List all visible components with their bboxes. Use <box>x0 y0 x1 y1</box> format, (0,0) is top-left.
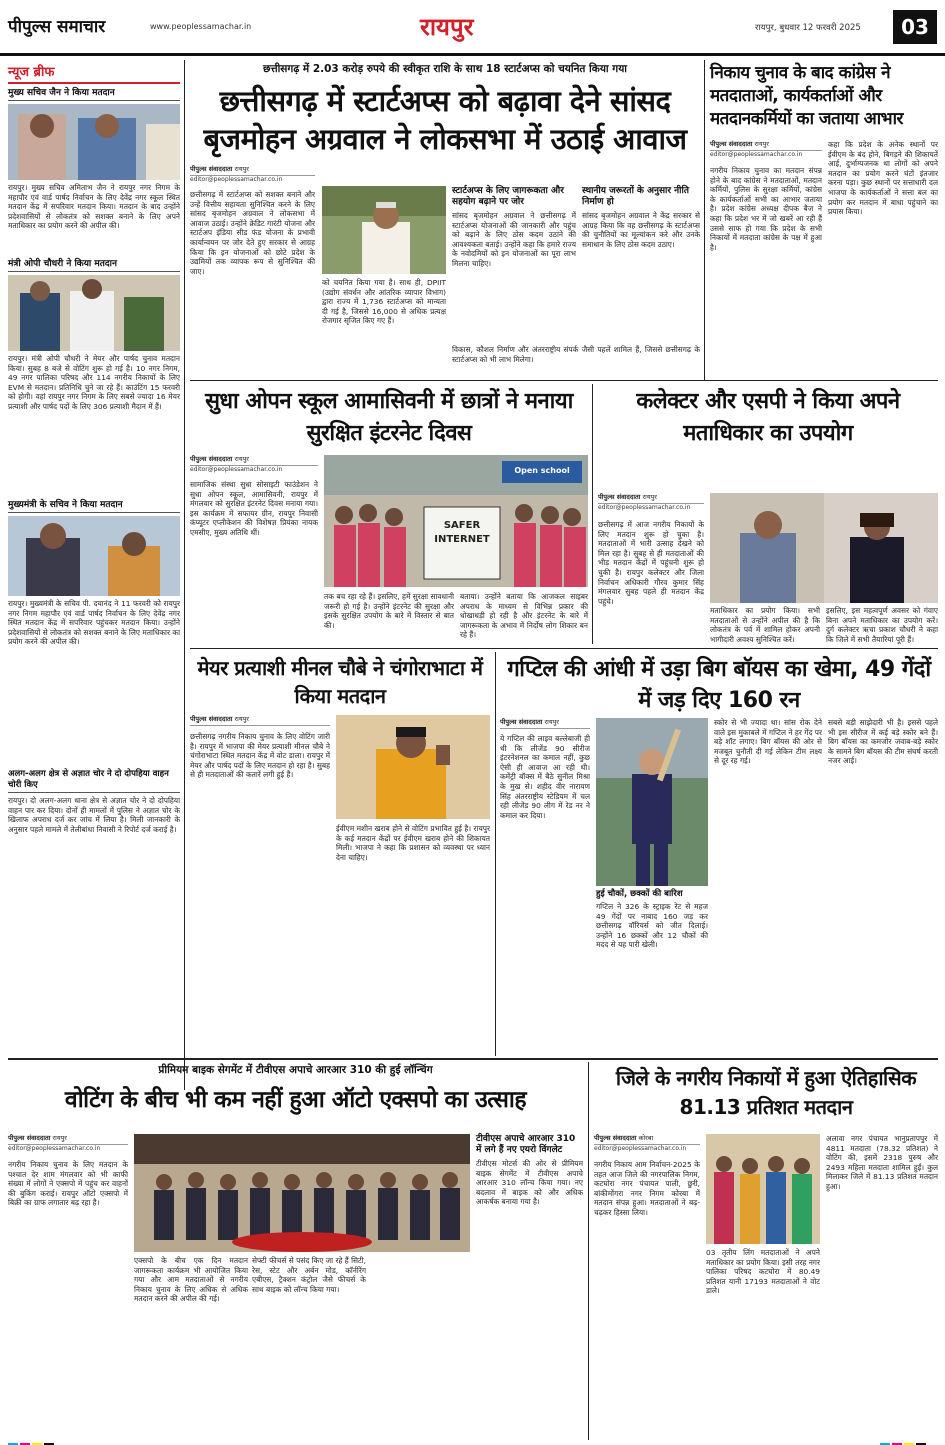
news-brief-column <box>8 62 180 1082</box>
mayor-body: छत्तीसगढ़ नगरीय निकाय चुनाव के लिए वोटिंग जारी है। रायपुर में भाजपा की मेयर प्रत्याशी मीनल चौबे ने चंगोराभाटा स्थित मतदान केंद्र में वोट डाला। रायपुर में मेयर और पार्षद पदों के लिए मतदान हो रहा है। सुबह से ही मतदाताओं की कतारें लगी हुई हैं। <box>190 732 330 780</box>
mayor-body-cont: ईवीएम मशीन खराब होने से वोटिंग प्रभावित हुई है। रायपुर के कई मतदान केंद्रों पर ईवीएम खराब होने की शिकायत मिली। भाजपा ने कहा कि प्रशासन को व्यवस्था पर ध्यान देना चाहिए। <box>336 824 490 862</box>
collector-body: छत्तीसगढ़ में आज नगरीय निकायों के लिए मतदान शुरू हो चुका है। मतदाताओं में भारी उत्साह देखने को मिल रहा है। सुबह से ही मतदाताओं की भीड़ मतदान केंद्रों में पहुंचनी शुरू हो चुकी है। रायपुर कलेक्टर और जिला निर्वाचन अधिकारी गौरव कुमार सिंह मंगलवार सुबह पहले ही मतदान केंद्र पहुंचे। <box>598 520 704 606</box>
mayor-voting-photo <box>336 715 490 819</box>
turnout-body: नगरीय निकाय आम निर्वाचन-2025 के तहत आज जिले की नगरपालिक निगम, कटघोरा नगर पंचायत पाली, छुरी, बांकीमोंगरा नगर निगम कोरबा में मतदान संपन्न हुआ। मतदाताओं ने बढ़-चढ़कर हिस्सा लिया। <box>594 1160 700 1217</box>
column-divider <box>588 1062 589 1440</box>
collector-byline-block: पीपुल्स संवाददाता रायपुर editor@peoplessamachar.co.in <box>598 493 704 511</box>
brief-body: रायपुर। मुख्य सचिव अमिताभ जैन ने रायपुर नगर निगम के महापौर एवं वार्ड पार्षद निर्वाचन के लिए देवेंद्र नगर स्कूल स्थित मतदान केंद्र में सपरिवार मतदान किया। मतदान के बाद उन्होंने प्रदेशवासियों से लोकतंत्र को सशक्त बनाने के लिए अपने मताधिकार का प्रयोग करने की अपील की। <box>8 183 180 231</box>
guptill-byline-block: पीपुल्स संवाददाता रायपुर <box>500 718 590 729</box>
newspaper-logo: पीपुल्स समाचार <box>8 17 106 37</box>
sudha-headline: सुधा ओपन स्कूल आमासिवनी में छात्रों ने मनाया सुरक्षित इंटरनेट दिवस <box>205 389 573 446</box>
congress-byline-block: पीपुल्स संवाददाता रायपुर editor@peoplessamachar.co.in <box>710 140 822 158</box>
brief-title: मुख्यमंत्री के सचिव ने किया मतदान <box>8 496 180 513</box>
startup-subhead-awareness: स्टार्टअप्स के लिए जागरूकता और सहयोग बढ़ाने पर जोर सांसद बृजमोहन अग्रवाल ने छत्तीसगढ़ में स्टार्टअप्स योजनाओं की जानकारी और पहुंच को बढ़ाने के लिए ठोस कदम उठाने की आवश्यकता बताई। उन्होंने कहा कि हमारे राज्य के नवोदमियों को इन योजनाओं का पूरा लाभ मिलना चाहिए। <box>452 186 576 268</box>
startup-headline: छत्तीसगढ़ में स्टार्टअप्स को बढ़ावा देने सांसद बृजमोहन अग्रवाल ने लोकसभा में उठाई आवाज <box>203 84 687 156</box>
section-divider <box>190 648 938 649</box>
byline-author: पीपुल्स संवाददाता <box>190 165 233 173</box>
turnout-byline-block: पीपुल्स संवाददाता कोरबा editor@peoplessamachar.co.in <box>594 1134 700 1152</box>
column-divider <box>592 384 593 644</box>
startup-body-tail: विकास, कौशल निर्माण और अंतरराष्ट्रीय संपर्क जैसी पहलें शामिल हैं, जिससे छत्तीसगढ़ के स्टार्टअप्स को भी लाभ मिलेगा। <box>452 345 700 364</box>
mp-speaking-photo <box>322 186 446 274</box>
brief-title: मुख्य सचिव जैन ने किया मतदान <box>8 84 180 101</box>
startup-body: छत्तीसगढ़ में स्टार्टअप्स को सशक्त बनाने और उन्हें वित्तीय सहायता सुनिश्चित करने के लिए सांसद बृजमोहन अग्रवाल ने लोकसभा में आवाज उठाई। उन्होंने क्रेडिट गारंटी योजना और स्टार्टअप इंडिया सीड फंड योजना के प्रभावी कार्यान्वयन पर जोर देते हुए सरकार से आग्रह किया कि इन योजनाओं को छोटे प्रदेश के उद्यमियों तक व्यापक रूप से सुनिश्चित की जाए। <box>190 190 315 276</box>
students-photo <box>324 455 588 587</box>
collector-sp-photo <box>710 493 938 603</box>
brief-body: रायपुर। मंत्री ओपी चौधरी ने मेयर और पार्षद चुनाव मतदान किया। सुबह 8 बजे से वोटिंग शुरू हो गई है। 10 नगर निगम, 49 नगर पालिका परिषद और 114 नगरीय निकायों के लिए EVM से मतदान। प्रतिनिधि चुने जा रहे हैं। काउंटिंग 15 फरवरी को होगी। वहां रायपुर नगर निगम के लिए सबसे ज्यादा 16 मेयर प्रत्याशी और पार्षद पदों के लिए 306 प्रत्याशी मैदान में हैं। <box>8 354 180 411</box>
safer-internet-sign: SAFER INTERNET <box>434 520 490 545</box>
sudha-body-cont: तक बच रहा रहे हैं। इसलिए, हमें सुरक्षा सावधानी जरूरी हो गई है। उन्होंने इंटरनेट की सुरक्षा और इसके सुरक्षित उपयोग के बारे में विस्तार से बात की। <box>324 592 454 630</box>
open-school-banner: Open school <box>514 466 570 475</box>
turnout-headline: जिले के नगरीय निकायों में हुआ ऐतिहासिक 81.13 प्रतिशत मतदान <box>615 1066 917 1119</box>
bike-headline: वोटिंग के बीच भी कम नहीं हुआ ऑटो एक्सपो का उत्साह <box>64 1087 527 1113</box>
brief-photo <box>8 104 180 180</box>
sudha-body: सामाजिक संस्था सुधा सोसाइटी फाउंडेशन ने सुधा ओपन स्कूल, आमासिवनी, रायपुर में मंगलवार को सुरक्षित इंटरनेट दिवस मनाया गया। इस कार्यक्रम में सफायर ग्रीन, रायपुर निवासी कंप्यूटर एप्लीकेशन की विशेषज्ञ प्रियंका नायक एमसीए, मुख्य अतिथि थीं। <box>190 480 318 537</box>
congress-body-cont: कहा कि प्रदेश के अनेक स्थानों पर ईवीएम के बंद होने, बिगड़ने की शिकायतें आई, दुर्भाग्यजनक था लोगों को अपने मतदान का प्रयोग करने घंटों इंतजार करना पड़ा। कुछ स्थानों पर सत्ताधारी दल भाजपा के कार्यकर्ताओं ने सत्ता बल का प्रयोग कर मतदान में बाधा पहुंचाने का प्रयास किया। <box>828 140 938 217</box>
startup-byline-block <box>190 165 315 183</box>
collector-body-cont: मताधिकार का प्रयोग किया। सभी मतदाताओं से उन्होंने अपील की है कि लोकतंत्र के पर्व में शामिल होकर अपनी भागीदारी अवश्य सुनिश्चित करें। <box>710 606 820 644</box>
brief-photo <box>8 275 180 351</box>
startup-subhead-policy: स्थानीय जरूरतों के अनुसार नीति निर्माण हो सांसद बृजमोहन अग्रवाल ने केंद्र सरकार से आग्रह किया कि वह छत्तीसगढ़ के स्टार्टअप्स की चुनौतियों का मूल्यांकन करे और उनके समाधान के लिए ठोस कदम उठाए। <box>582 186 700 249</box>
printer-color-bar <box>8 1438 56 1445</box>
issue-date: रायपुर, बुधवार 12 फरवरी 2025 <box>755 23 861 33</box>
congress-headline: निकाय चुनाव के बाद कांग्रेस ने मतदाताओं, कार्यकर्ताओं और मतदानकर्मियों का जताया आभार <box>710 63 903 129</box>
byline-email[interactable]: editor@peoplessamachar.co.in <box>594 1145 687 1152</box>
startup-body-cont: को चयनित किया गया है। साथ ही, DPIIT (उद्योग संवर्धन और आंतरिक व्यापार विभाग) द्वारा राज्य में 1,736 स्टार्टअप्स को मान्यता दी गई है, जिससे 16,000 से अधिक प्रत्यक्ष रोजगार सृजित किए गए हैं। <box>322 278 446 326</box>
masthead <box>0 0 945 56</box>
sudha-byline-block: पीपुल्स संवाददाता रायपुर editor@peoplessamachar.co.in <box>190 455 318 473</box>
city-section-title: रायपुर <box>420 13 474 41</box>
section-divider <box>8 1058 938 1060</box>
guptill-body-tail: सबसे बड़ी साझेदारी भी है। इससे पहले भी इस सीरीज में कई बड़े स्कोर बने हैं। बिग बॉयस का कमजोर जवाब-बड़े स्कोर के सामने बिग बॉयस की टीम संघर्ष करती नजर आई। <box>828 718 938 766</box>
brief-photo <box>8 516 180 596</box>
guptill-batting-photo <box>596 718 708 886</box>
guptill-body: ये गप्टिल की लाइव बल्लेबाजी ही थी कि लीजेंड 90 सीरीज इंटरनेशनल का कमाल नहीं, कुछ ऐसी ही आवाज आ रही थी। कमेंट्री बॉक्स में बैठे सुनील मिश्रा के मुख से। शहीद वीर नारायण सिंह अंतरराष्ट्रीय स्टेडियम में चल रही लीजेंड 90 लीग में रेड नर ने कमाल कर दिया। <box>500 734 590 820</box>
guptill-headline: गप्टिल की आंधी में उड़ा बिग बॉयस का खेमा, 49 गेंदों में जड़ दिए 160 रन <box>507 657 931 713</box>
bike-body-cont: एक्सपो के बीच एक दिन मतदान जागरूकता कार्यक्रम भी आयोजित किया गया और आम मतदाताओं से नगरीय निकाय चुनाव के लिए अधिक से अधिक मतदान करने की अपील की गई। <box>134 1256 248 1304</box>
byline-email[interactable]: editor@peoplessamachar.co.in <box>190 176 283 183</box>
collector-headline: कलेक्टर और एसपी ने किया अपने मताधिकार का उपयोग <box>636 389 900 446</box>
bike-kicker: प्रीमियम बाइक सेगमेंट में टीवीएस अपाचे आरआर 310 की हुई लॉन्चिंग <box>158 1064 433 1076</box>
website-url[interactable]: www.peoplessamachar.in <box>150 22 252 31</box>
column-divider <box>495 652 496 1056</box>
bike-body: नगरीय निकाय चुनाव के लिए मतदान के पश्चात देर शाम मंगलवार को भी काफी संख्या में लोगों ने एक्सपो में पहुंच कर वाहनों की बुकिंग कराई। रायपुर ऑटो एक्सपो में बिक्री का ग्राफ लगातार बढ़ रहा है। <box>8 1160 128 1208</box>
brief-body: रायपुर। दो अलग-अलग थाना क्षेत्र से अज्ञात चोर ने दो दोपहिया वाहन पार कर दिया। दोनों ही मामलों में पुलिस ने अज्ञात चोर के खिलाफ अपराध दर्ज कर जांच में लिया है। मिली जानकारी के अनुसार पहले मामले में तेलीबांधा निवासी ने रिपोर्ट दर्ज कराई है। <box>8 796 180 834</box>
bike-byline-block: पीपुल्स संवाददाता रायपुर editor@peoplessamachar.co.in <box>8 1134 128 1152</box>
byline-email[interactable]: editor@peoplessamachar.co.in <box>190 466 283 473</box>
mayor-byline-block: पीपुल्स संवाददाता रायपुर <box>190 715 330 726</box>
turnout-body-tail: अलावा नगर पंचायत भानुप्रतापपुर में 4811 मतदाता (78.32 प्रतिशत) ने वोटिंग की, इसमें 2318 पुरुष और 2493 महिला मतदाता शामिल हुईं। कुल मिलाकर जिले में 81.13 प्रतिशत मतदान हुआ। <box>826 1134 938 1191</box>
byline-place: रायपुर <box>234 165 249 173</box>
news-brief-label: न्यूज ब्रीफ <box>8 62 180 84</box>
byline-email[interactable]: editor@peoplessamachar.co.in <box>598 504 691 511</box>
section-divider <box>190 380 938 381</box>
voters-queue-photo <box>706 1134 820 1244</box>
column-divider <box>184 60 185 1090</box>
collector-body-tail: इसलिए, इस महत्वपूर्ण अवसर को गंवाए बिना अपने मताधिकार का उपयोग करें। दुर्ग कलेक्टर ऋचा प्रकाश चौधरी ने कहा कि जिले में सभी तैयारियां पूरी हैं। <box>826 606 938 644</box>
guptill-body-cont: गप्टिल ने 326 के स्ट्राइक रेट से महज 49 गेंदों पर नाबाद 160 जड़ कर छत्तीसगढ़ वॉरियर्स को जीत दिलाई। उन्होंने 16 छक्कों और 12 चौकों की मदद से यह पारी खेली। <box>596 902 708 950</box>
turnout-body-cont: 03 तृतीय लिंग मतदाताओं ने अपने मताधिकार का प्रयोग किया। इसी तरह नगर पालिका परिषद कटघोरा में 80.49 प्रतिशत यानी 17193 मतदाताओं ने वोट डाले। <box>706 1248 820 1296</box>
congress-body: नगरीय निकाय चुनाव का मतदान संपन्न होने के बाद कांग्रेस ने मतदाताओं, मतदान कर्मियों, पुलिस के सुरक्षा कर्मियों, कांग्रेस के कार्यकर्ताओं सभी का आभार जताया है। प्रदेश कांग्रेस अध्यक्ष दीपक बैज ने कहा कि प्रदेश भर में जो खबरें आ रही हैं उससे साफ हो गया कि प्रदेश के सभी निकायों में मतदाता कांग्रेस के पक्ष में हुआ है। <box>710 166 822 252</box>
column-divider <box>704 60 705 380</box>
byline-email[interactable]: editor@peoplessamachar.co.in <box>8 1145 101 1152</box>
sudha-body-tail: बताया। उन्होंने बताया कि आजकल साइबर अपराध के माध्यम से विभिन्न प्रकार की धोखाधड़ी हो रही है और इंटरनेट के बारे में जागरूकता के अभाव में निर्दोष लोग शिकार बन रहे हैं। <box>460 592 588 640</box>
auto-expo-photo <box>134 1134 470 1252</box>
bike-subhead-aero: टीवीएस अपाचे आरआर 310 में लगे हैं नए एयरो विंगलेट टीवीएस मोटर्स की ओर से प्रीमियम बाइक सेगमेंट में टीवीएस अपाचे आरआर 310 लॉन्च किया गया। नए बदलाव में बाइक को और अधिक आकर्षक बनाया गया है। <box>476 1134 583 1207</box>
bike-body-mid: सेफ्टी फीचर्स से पसंद किए जा रहे हैं सिटी, रेस, स्टेट और अर्बन मोड, कॉर्नरिंग एबीएस, ट्रैक्शन कंट्रोल जैसे फीचर्स के साथ बाइक को लॉन्च किया गया। <box>252 1256 366 1294</box>
byline-email[interactable]: editor@peoplessamachar.co.in <box>710 151 803 158</box>
printer-color-bar <box>880 1438 928 1445</box>
mayor-headline: मेयर प्रत्याशी मीनल चौबे ने चंगोराभाटा में किया मतदान <box>197 656 483 708</box>
guptill-body-mid: स्कोर से भी ज्यादा था। सांस रोक देने वाले इस मुकाबले में गप्टिल ने हर गेंद पर बड़े शॉट लगाए। बिग बॉयस की ओर से मजबूत चुनौती दी गई लेकिन टीम लक्ष्य से दूर रह गई। <box>714 718 822 766</box>
brief-title: अलग-अलग क्षेत्र से अज्ञात चोर ने दो दोपहिया वाहन चोरी किए <box>8 767 180 793</box>
brief-title: मंत्री ओपी चौधरी ने किया मतदान <box>8 255 180 272</box>
startup-kicker: छत्तीसगढ़ में 2.03 करोड़ रुपये की स्वीकृत राशि के साथ 18 स्टार्टअप्स को चयनित किया गया <box>262 63 628 75</box>
guptill-photo-caption: हुई चौकों, छक्कों की बारिश <box>596 889 683 899</box>
page-number: 03 <box>893 10 937 44</box>
brief-body: रायपुर। मुख्यमंत्री के सचिव पी. दयानंद ने 11 फरवरी को रायपुर नगर निगम महापौर एवं वार्ड पार्षद निर्वाचन के लिए देवेंद्र नगर स्थित मतदान केंद्र में सपरिवार पहुंचकर मतदान किया। उन्होंने प्रदेशवासियों से लोकतंत्र को सशक्त बनाने के लिए मताधिकार का प्रयोग करने की अपील की। <box>8 599 180 647</box>
